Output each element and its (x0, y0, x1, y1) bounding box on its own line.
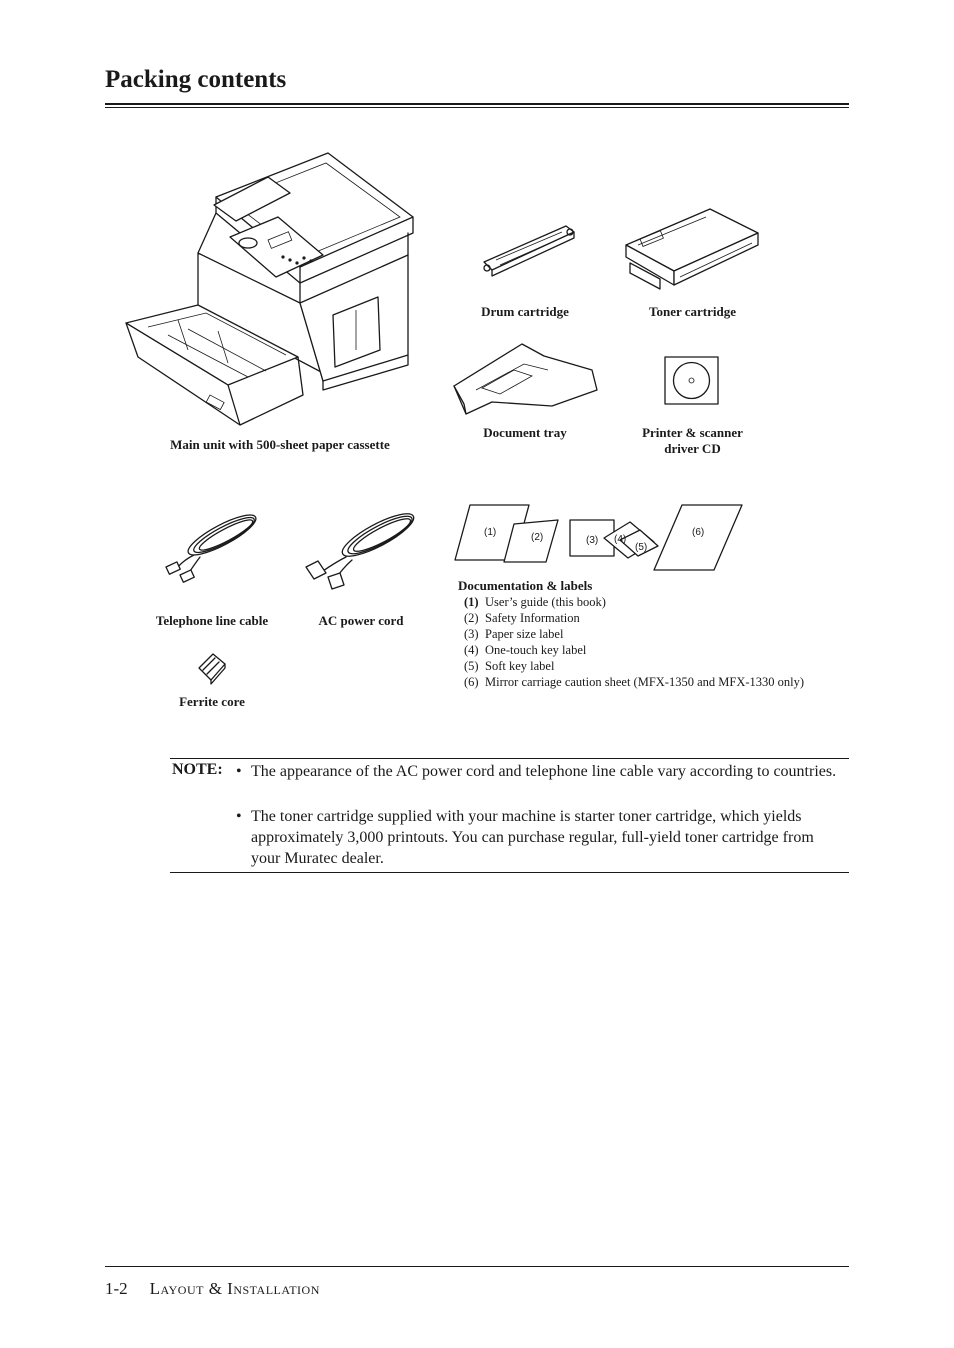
list-item-number: (2) (464, 611, 479, 625)
documentation-sheets-illustration (452, 500, 747, 575)
ac-power-cord-caption: AC power cord (318, 613, 404, 628)
driver-cd-caption-line1: Printer & scanner (642, 425, 743, 440)
note-item-2 (236, 806, 842, 869)
list-item (464, 610, 804, 626)
list-item (464, 674, 804, 690)
list-item-number: (3) (464, 627, 479, 641)
footer (105, 1279, 320, 1299)
note-bullet: • (236, 808, 242, 825)
note-item-1 (236, 761, 842, 782)
list-item-text: User’s guide (this book) (485, 595, 606, 609)
sheet-label-5: (5) (635, 542, 648, 553)
list-item-number: (6) (464, 675, 479, 689)
list-item (464, 626, 804, 642)
sheet-label-1: (1) (484, 527, 497, 538)
telephone-cable-caption: Telephone line cable (155, 613, 269, 628)
list-item-number: (1) (464, 595, 479, 609)
note-bullet: • (236, 763, 242, 780)
note-text: The toner cartridge supplied with your machine is starter toner cartridge, which yields approximately 3,000 printouts. You can purchase regular, full-yield toner cartridge from your Muratec dealer. (251, 808, 814, 867)
sheet-label-2: (2) (531, 532, 544, 543)
ac-power-cord-illustration (300, 505, 425, 590)
note-bottom-rule (170, 872, 849, 873)
driver-cd-caption-line2: driver CD (664, 441, 721, 456)
list-item-number: (4) (464, 643, 479, 657)
list-item-text: Safety Information (485, 611, 580, 625)
main-unit-caption: Main unit with 500-sheet paper cassette (170, 437, 390, 452)
documentation-list (464, 594, 804, 690)
footer-section-title: Layout & Installation (149, 1279, 320, 1298)
documentation-heading: Documentation & labels (458, 578, 593, 593)
list-item-text: One-touch key label (485, 643, 587, 657)
title-rule-thin (105, 107, 849, 108)
footer-page-number: 1-2 (105, 1279, 128, 1298)
page-title: Packing contents (105, 66, 287, 93)
list-item-text: Mirror carriage caution sheet (MFX-1350 and MFX-1330 only) (485, 675, 805, 689)
drum-cartridge-illustration (478, 220, 578, 280)
document-tray-caption: Document tray (483, 425, 567, 440)
driver-cd-illustration (664, 356, 720, 406)
telephone-cable-illustration (160, 505, 270, 585)
note-label: NOTE: (172, 761, 223, 778)
main-unit-illustration (118, 145, 418, 430)
list-item-number: (5) (464, 659, 479, 673)
list-item-text: Paper size label (485, 627, 564, 641)
toner-cartridge-caption: Toner cartridge (648, 304, 736, 319)
title-rule-thick (105, 103, 849, 105)
toner-cartridge-illustration (620, 205, 765, 295)
note-top-rule (170, 758, 849, 759)
sheet-label-4: (4) (614, 534, 627, 545)
sheet-label-3: (3) (586, 535, 599, 546)
ferrite-core-illustration (195, 650, 231, 686)
list-item (464, 594, 804, 610)
document-tray-illustration (452, 342, 602, 417)
sheet-label-6: (6) (692, 527, 705, 538)
ferrite-core-caption: Ferrite core (179, 694, 245, 709)
list-item-text: Soft key label (485, 659, 555, 673)
list-item (464, 642, 804, 658)
drum-cartridge-caption: Drum cartridge (481, 304, 569, 319)
footer-rule (105, 1266, 849, 1267)
list-item (464, 658, 804, 674)
note-text: The appearance of the AC power cord and telephone line cable vary according to countries. (251, 763, 837, 780)
